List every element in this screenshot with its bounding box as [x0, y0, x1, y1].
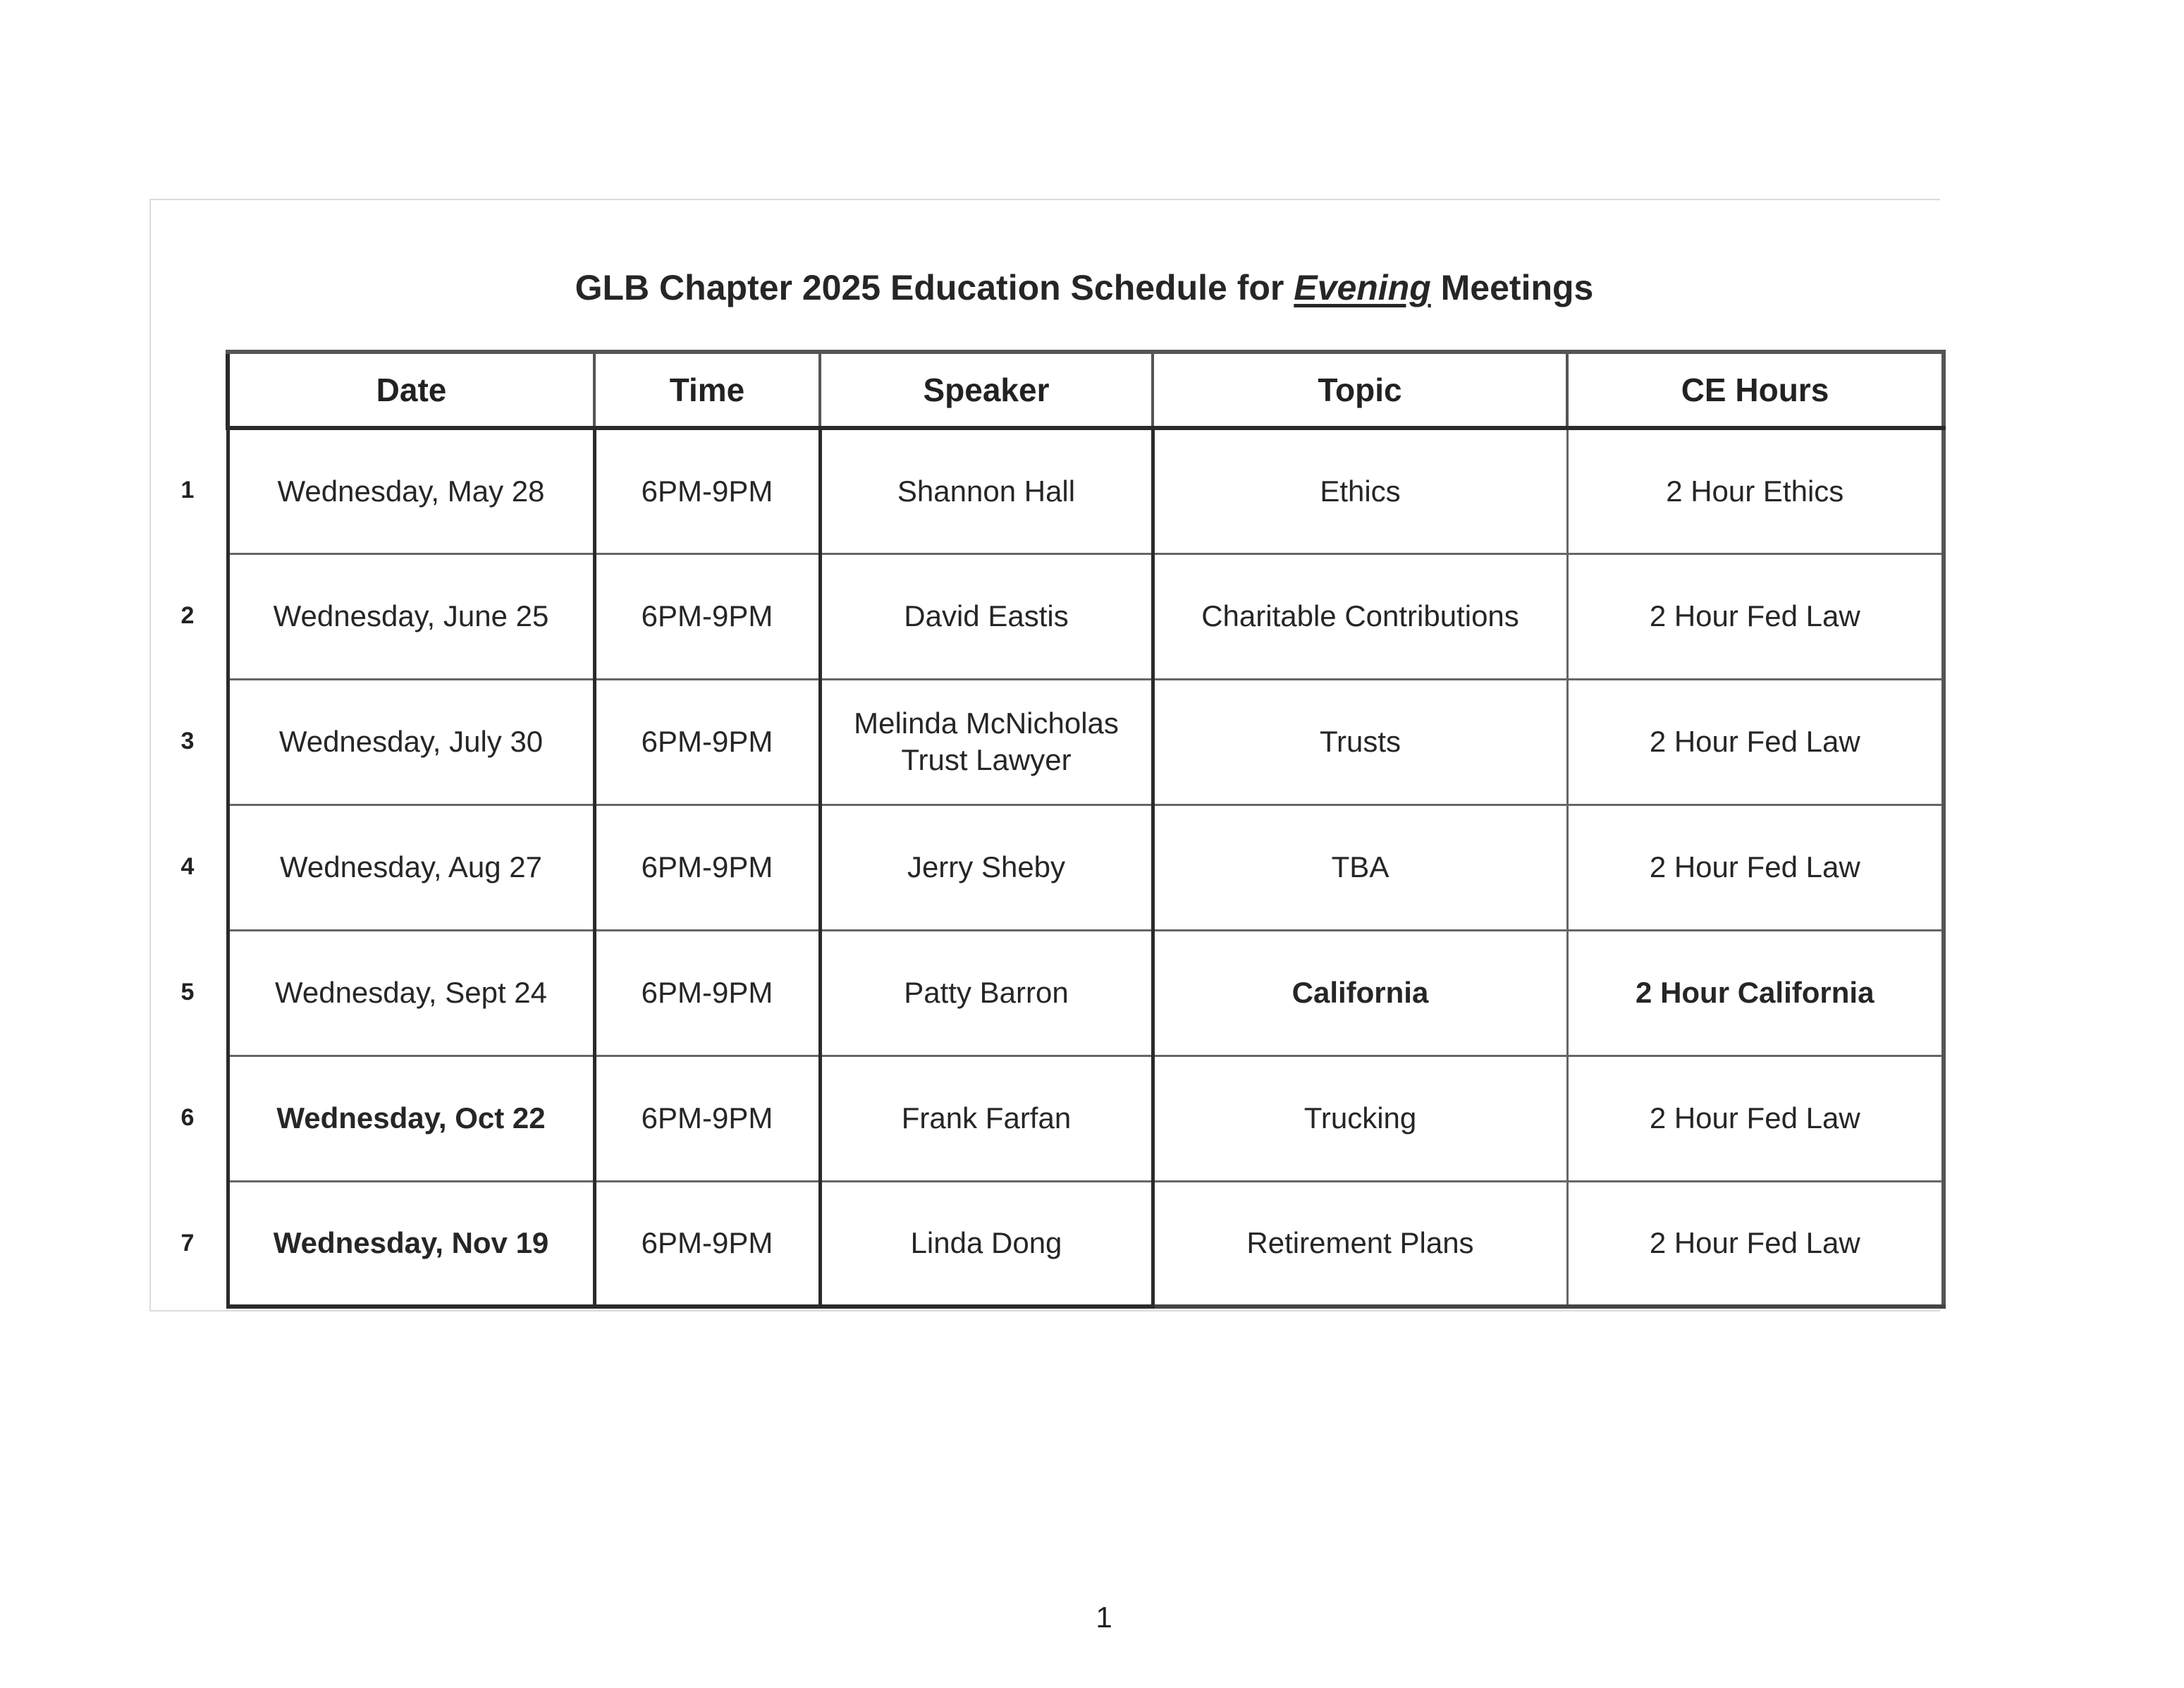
header-topic: Topic [1153, 352, 1567, 428]
title-emphasis: Evening [1294, 268, 1431, 307]
row-number: 3 [180, 728, 195, 754]
cell-topic: Trucking [1153, 1056, 1567, 1181]
cell-speaker: Shannon Hall [820, 428, 1153, 554]
cell-topic: Retirement Plans [1153, 1181, 1567, 1307]
row-number-column [149, 427, 226, 1306]
cell-ce-hours: 2 Hour Fed Law [1567, 679, 1944, 805]
cell-speaker [820, 679, 1153, 805]
cell-date: Wednesday, Nov 19 [228, 1181, 594, 1307]
table-row [228, 1181, 1944, 1307]
row-number: 1 [180, 477, 195, 503]
cell-date: Wednesday, Sept 24 [228, 930, 594, 1056]
cell-time: 6PM-9PM [594, 679, 820, 805]
cell-time: 6PM-9PM [594, 805, 820, 930]
table-row [228, 805, 1944, 930]
speaker-title: Trust Lawyer [901, 743, 1072, 776]
row-number: 2 [180, 602, 195, 629]
cell-speaker: Frank Farfan [820, 1056, 1153, 1181]
cell-topic: Charitable Contributions [1153, 554, 1567, 679]
cell-speaker: Patty Barron [820, 930, 1153, 1056]
title-text-before: GLB Chapter 2025 Education Schedule for [575, 268, 1294, 307]
page-number: 1 [1096, 1601, 1112, 1634]
cell-ce-hours: 2 Hour Fed Law [1567, 1056, 1944, 1181]
cell-date: Wednesday, Aug 27 [228, 805, 594, 930]
header-ce-hours: CE Hours [1567, 352, 1944, 428]
cell-date: Wednesday, July 30 [228, 679, 594, 805]
cell-speaker: Linda Dong [820, 1181, 1153, 1307]
cell-time: 6PM-9PM [594, 554, 820, 679]
header-row [228, 352, 1944, 428]
header-time: Time [594, 352, 820, 428]
cell-time: 6PM-9PM [594, 930, 820, 1056]
cell-date: Wednesday, June 25 [228, 554, 594, 679]
schedule-table [226, 350, 1946, 1309]
cell-ce-hours: 2 Hour Ethics [1567, 428, 1944, 554]
speaker-name: Melinda McNicholas [854, 707, 1119, 740]
cell-ce-hours: 2 Hour Fed Law [1567, 1181, 1944, 1307]
table-row [228, 428, 1944, 554]
cell-time: 6PM-9PM [594, 428, 820, 554]
cell-date: Wednesday, May 28 [228, 428, 594, 554]
cell-speaker: David Eastis [820, 554, 1153, 679]
cell-time: 6PM-9PM [594, 1181, 820, 1307]
table-row [228, 679, 1944, 805]
cell-ce-hours: 2 Hour Fed Law [1567, 805, 1944, 930]
table-row [228, 930, 1944, 1056]
cell-topic: Ethics [1153, 428, 1567, 554]
row-number: 6 [180, 1104, 195, 1131]
cell-topic: Trusts [1153, 679, 1567, 805]
header-speaker: Speaker [820, 352, 1153, 428]
cell-ce-hours: 2 Hour Fed Law [1567, 554, 1944, 679]
row-number: 5 [180, 979, 195, 1005]
page-title [149, 267, 2019, 309]
row-number: 7 [180, 1230, 195, 1256]
row-number: 4 [180, 853, 195, 880]
cell-speaker: Jerry Sheby [820, 805, 1153, 930]
cell-date: Wednesday, Oct 22 [228, 1056, 594, 1181]
cell-topic: California [1153, 930, 1567, 1056]
title-text-after: Meetings [1430, 268, 1594, 307]
cell-time: 6PM-9PM [594, 1056, 820, 1181]
table-row [228, 554, 1944, 679]
table-row [228, 1056, 1944, 1181]
cell-ce-hours: 2 Hour California [1567, 930, 1944, 1056]
cell-topic: TBA [1153, 805, 1567, 930]
header-date: Date [228, 352, 594, 428]
